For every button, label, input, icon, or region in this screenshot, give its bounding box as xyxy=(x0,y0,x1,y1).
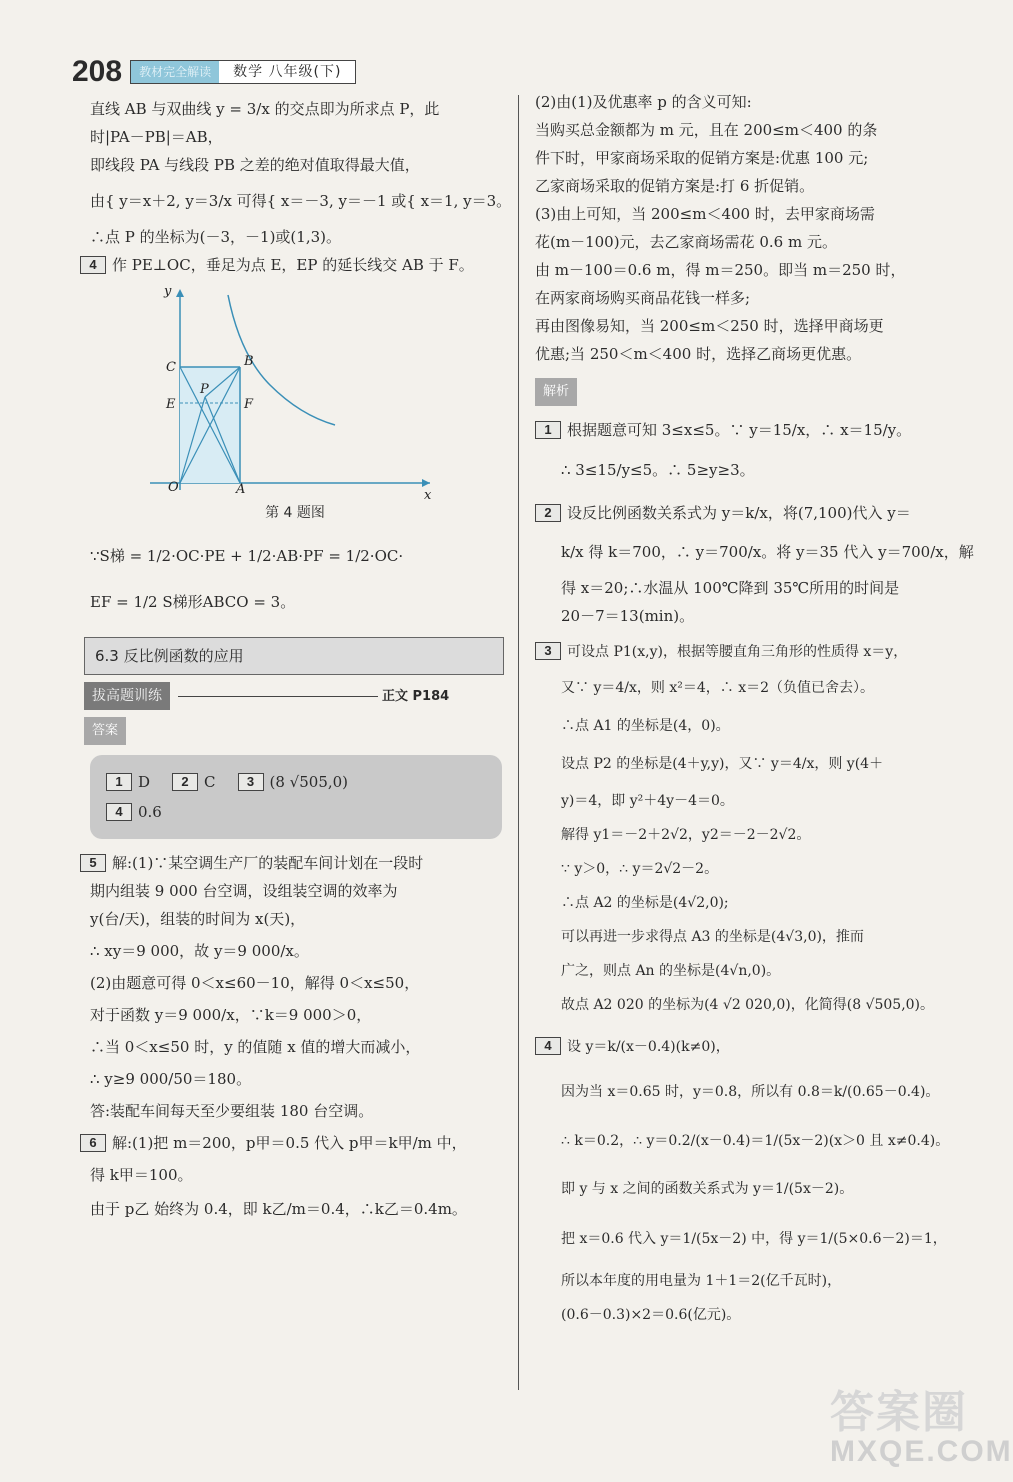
answer-number-badge: 2 xyxy=(172,773,198,791)
series-name: 教材完全解读 xyxy=(131,61,219,83)
watermark-logo-text: 答案圈 xyxy=(830,1388,968,1437)
watermark xyxy=(830,1390,1013,1468)
section-title: 6.3 反比例函数的应用 xyxy=(84,637,504,675)
watermark-url: MXQE.COM xyxy=(830,1435,1013,1468)
point-label-a: A xyxy=(236,482,246,497)
text-line: 即线段 PA 与线段 PB 之差的绝对值取得最大值， xyxy=(90,156,420,174)
text-line: 得 k甲＝100。 xyxy=(90,1166,193,1184)
answer-tag: 答案 xyxy=(84,717,126,745)
text-line: 又∵ y＝4/x，则 x²＝4，∴ x＝2（负值已舍去）。 xyxy=(561,680,874,696)
text-line: 把 x＝0.6 代入 y＝1/(5x－2) 中，得 y＝1/(5×0.6－2)＝1， xyxy=(561,1231,947,1247)
answer-value: C xyxy=(204,773,216,791)
text-line: ∴ 3≤15/y≤5。∴ 5≥y≥3。 xyxy=(561,461,755,479)
page-number: 208 xyxy=(72,55,123,88)
text-line: 花(m－100)元，去乙家商场需花 0.6 m 元。 xyxy=(535,233,837,251)
text-line: (2)由题意可得 0＜x≤60－10，解得 0＜x≤50， xyxy=(90,974,420,992)
text-line: 可设点 P1(x,y)，根据等腰直角三角形的性质得 x＝y， xyxy=(567,644,908,660)
point-label-c: C xyxy=(166,360,176,375)
analysis-number-badge: 1 xyxy=(535,421,561,439)
figure-q4 xyxy=(140,284,440,503)
text-line: ∵ y＞0，∴ y＝2√2－2。 xyxy=(561,861,719,877)
question-6 xyxy=(90,1125,500,1229)
point-label-o: O xyxy=(168,480,179,495)
analysis-header xyxy=(535,376,960,406)
analysis-number-badge: 2 xyxy=(535,504,561,522)
question-number-badge: 4 xyxy=(80,256,106,274)
header-label-box xyxy=(130,60,356,84)
text-line: 得 x＝20;∴水温从 100℃降到 35℃所用的时间是 xyxy=(561,579,900,597)
analysis-3 xyxy=(535,636,960,1022)
answer-row xyxy=(106,767,486,797)
column-divider xyxy=(518,95,519,1390)
text-line: 件下时，甲家商场采取的促销方案是:优惠 100 元; xyxy=(535,149,869,167)
point-label-b: B xyxy=(244,354,254,369)
text-line: ∴当 0＜x≤50 时，y 的值随 x 值的增大而减小， xyxy=(90,1038,421,1056)
analysis-2 xyxy=(535,496,974,630)
answer-item xyxy=(172,768,215,796)
text-line: 所以本年度的用电量为 1＋1＝2(亿千瓦时)， xyxy=(561,1273,842,1289)
text-line: 再由图像易知，当 200≤m＜250 时，选择甲商场更 xyxy=(535,317,884,335)
text-line: EF = 1/2 S梯形ABCO = 3。 xyxy=(90,593,296,611)
answer-item xyxy=(106,768,150,796)
analysis-4 xyxy=(535,1028,960,1332)
text-line: 根据题意可知 3≤x≤5。∵ y＝15/x，∴ x＝15/y。 xyxy=(567,421,912,439)
text-line: 当购买总金额都为 m 元，且在 200≤m＜400 的条 xyxy=(535,121,878,139)
text-line: k/x 得 k＝700，∴ y＝700/x。将 y＝35 代入 y＝700/x，解 xyxy=(561,543,974,561)
text-line: 时|PA－PB|＝AB， xyxy=(90,128,223,146)
question-number-badge: 6 xyxy=(80,1134,106,1152)
analysis-1 xyxy=(535,410,960,490)
text-line: 解:(1)∵某空调生产厂的装配车间计划在一段时 xyxy=(112,854,424,872)
answer-number-badge: 3 xyxy=(238,773,264,791)
point-label-f: F xyxy=(244,397,254,412)
question-5 xyxy=(90,849,500,1125)
training-tag: 拔高题训练 xyxy=(84,682,170,710)
answer-value: D xyxy=(138,773,151,791)
question-text: 作 PE⊥OC，垂足为点 E，EP 的延长线交 AB 于 F。 xyxy=(112,256,474,274)
text-line: 答:装配车间每天至少要组装 180 台空调。 xyxy=(90,1102,374,1120)
text-line: (3)由上可知，当 200≤m＜400 时，去甲家商场需 xyxy=(535,205,875,223)
subject-grade: 数学 八年级(下) xyxy=(219,61,355,83)
text-line: (2)由(1)及优惠率 p 的含义可知: xyxy=(535,93,752,111)
text-line: 即 y 与 x 之间的函数关系式为 y＝1/(5x－2)。 xyxy=(561,1181,854,1197)
answer-item xyxy=(106,798,162,826)
text-line: 优惠;当 250＜m＜400 时，选择乙商场更优惠。 xyxy=(535,345,862,363)
equation-system-line: 由{ y＝x＋2, y＝3/x 可得{ x＝－3, y＝－1 或{ x＝1, y＝3。 xyxy=(90,192,512,210)
axis-label-x: x xyxy=(424,488,432,503)
question-4 xyxy=(80,251,500,279)
answer-value: (8 √505,0) xyxy=(269,773,349,791)
text-line: (0.6－0.3)×2＝0.6(亿元)。 xyxy=(561,1307,741,1323)
answer-row xyxy=(106,797,486,827)
text-line: 广之，则点 An 的坐标是(4√n,0)。 xyxy=(561,963,781,979)
text-line: y)＝4，即 y²＋4y－4＝0。 xyxy=(561,793,734,809)
answer-number-badge: 4 xyxy=(106,803,132,821)
text-line: y(台/天)，组装的时间为 x(天)， xyxy=(90,910,306,928)
axis-label-y: y xyxy=(164,284,172,299)
text-line: 直线 AB 与双曲线 y = 3/x 的交点即为所求点 P，此 xyxy=(90,100,440,118)
text-line: 20－7＝13(min)。 xyxy=(561,607,695,625)
right-column xyxy=(535,88,974,1332)
text-line: 设点 P2 的坐标是(4＋y,y)，又∵ y＝4/x，则 y(4＋ xyxy=(561,756,884,772)
analysis-tag: 解析 xyxy=(535,378,577,406)
analysis-number-badge: 3 xyxy=(535,642,561,660)
text-line: 乙家商场采取的促销方案是:打 6 折促销。 xyxy=(535,177,815,195)
page-header xyxy=(72,52,356,92)
text-line: ∵S梯 = 1/2·OC·PE + 1/2·AB·PF = 1/2·OC· xyxy=(90,547,404,565)
text-line: ∴ k＝0.2，∴ y＝0.2/(x－0.4)＝1/(5x－2)(x＞0 且 x≠0.4)。 xyxy=(561,1133,950,1149)
point-label-p: P xyxy=(200,382,209,397)
answer-value: 0.6 xyxy=(138,803,162,821)
point-label-e: E xyxy=(166,397,176,412)
text-line: ∴点 A2 的坐标是(4√2,0); xyxy=(561,895,729,911)
text-line: 故点 A2 020 的坐标为(4 √2 020,0)，化简得(8 √505,0)。 xyxy=(561,997,935,1013)
answer-number-badge: 1 xyxy=(106,773,132,791)
text-line: ∴点 P 的坐标为(－3，－1)或(1,3)。 xyxy=(90,228,341,246)
answer-header xyxy=(90,715,500,745)
text-line: 可以再进一步求得点 A3 的坐标是(4√3,0)，推而 xyxy=(561,929,864,945)
text-page-reference: 正文 P184 xyxy=(382,689,450,704)
text-line: 因为当 x＝0.65 时，y＝0.8，所以有 0.8＝k/(0.65－0.4)。 xyxy=(561,1084,940,1100)
text-line: 对于函数 y＝9 000/x，∵k＝9 000＞0， xyxy=(90,1006,372,1024)
training-header xyxy=(90,681,500,711)
text-line: 设 y＝k/(x－0.4)(k≠0)， xyxy=(567,1039,730,1055)
left-column xyxy=(89,95,512,1229)
figure-caption: 第 4 题图 xyxy=(265,505,325,521)
text-line: 在两家商场购买商品花钱一样多; xyxy=(535,289,751,307)
answer-box xyxy=(90,755,502,839)
text-line: ∴点 A1 的坐标是(4，0)。 xyxy=(561,718,730,734)
text-line: ∴ xy＝9 000，故 y＝9 000/x。 xyxy=(90,942,309,960)
text-line: 由于 p乙 始终为 0.4，即 k乙/m＝0.4，∴k乙＝0.4m。 xyxy=(90,1200,467,1218)
text-line: 解:(1)把 m＝200，p甲＝0.5 代入 p甲＝k甲/m 中， xyxy=(112,1134,467,1152)
text-line: 设反比例函数关系式为 y＝k/x，将(7,100)代入 y＝ xyxy=(567,504,911,522)
text-line: 由 m－100＝0.6 m，得 m＝250。即当 m＝250 时， xyxy=(535,261,906,279)
text-line: ∴ y≥9 000/50＝180。 xyxy=(90,1070,252,1088)
text-line: 期内组装 9 000 台空调，设组装空调的效率为 xyxy=(90,882,398,900)
arrow-line xyxy=(178,696,378,697)
text-line: 解得 y1＝－2＋2√2，y2＝－2－2√2。 xyxy=(561,827,811,843)
geometry-diagram xyxy=(140,284,440,503)
answer-item xyxy=(238,768,349,796)
analysis-number-badge: 4 xyxy=(535,1037,561,1055)
question-number-badge: 5 xyxy=(80,854,106,872)
